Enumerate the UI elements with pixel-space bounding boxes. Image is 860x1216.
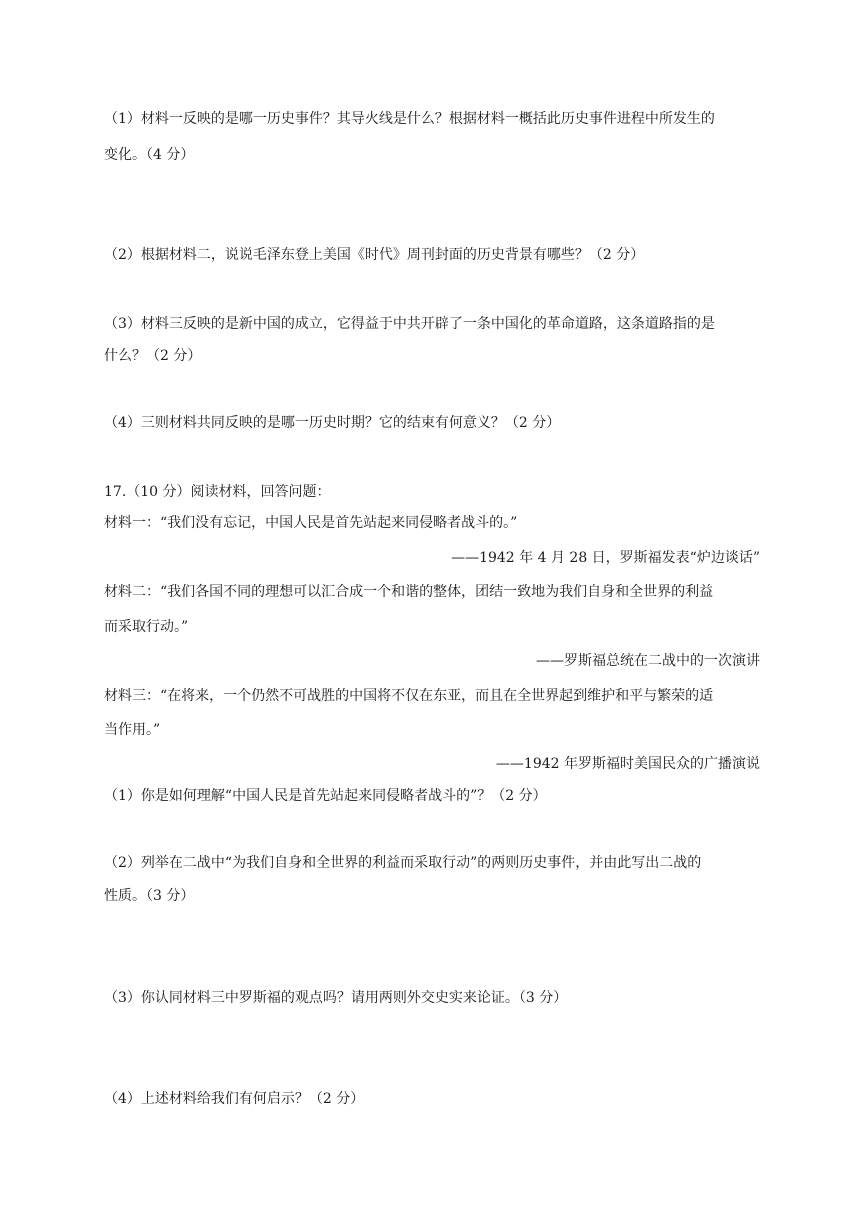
q17-4: （4）上述材料给我们有何启示？（2 分） <box>104 1091 365 1107</box>
material-2-line2: 而采取行动。” <box>104 619 189 635</box>
material-3-line2: 当作用。” <box>104 722 161 738</box>
q17-3: （3）你认同材料三中罗斯福的观点吗？请用两则外交史实来论证。（3 分） <box>104 990 568 1006</box>
q16-1-line1: （1）材料一反映的是哪一历史事件？其导火线是什么？根据材料一概括此历史事件进程中所发生的 <box>104 111 715 127</box>
q17-2-line1: （2）列举在二战中“为我们自身和全世界的利益而采取行动”的两则历史事件，并由此写出二战的 <box>104 855 702 871</box>
material-2-source: ——罗斯福总统在二战中的一次演讲 <box>536 653 760 669</box>
material-3-line1: 材料三：“在将来，一个仍然不可战胜的中国将不仅在东亚，而且在全世界起到维护和平与繁荣的适 <box>104 688 714 704</box>
q17-header: 17.（10 分）阅读材料，回答问题： <box>104 484 331 500</box>
material-2-line1: 材料二：“我们各国不同的理想可以汇合成一个和谐的整体，团结一致地为我们自身和全世界的利益 <box>104 584 714 600</box>
material-1: 材料一：“我们没有忘记，中国人民是首先站起来同侵略者战斗的。” <box>104 515 518 531</box>
q16-4: （4）三则材料共同反映的是哪一历史时期？它的结束有何意义？（2 分） <box>104 415 561 431</box>
q16-2: （2）根据材料二，说说毛泽东登上美国《时代》周刊封面的历史背景有哪些？（2 分） <box>104 247 645 263</box>
q16-3-line2: 什么？（2 分） <box>104 348 202 364</box>
q17-2-line2: 性质。（3 分） <box>104 888 195 904</box>
q17-1: （1）你是如何理解“中国人民是首先站起来同侵略者战斗的”？（2 分） <box>104 788 547 804</box>
material-3-source: ——1942 年罗斯福时美国民众的广播演说 <box>495 756 760 772</box>
material-1-source: ——1942 年 4 月 28 日，罗斯福发表“炉边谈话” <box>451 550 760 566</box>
q16-3-line1: （3）材料三反映的是新中国的成立，它得益于中共开辟了一条中国化的革命道路，这条道路指的是 <box>104 316 715 332</box>
q16-1-line2: 变化。（4 分） <box>104 147 195 163</box>
